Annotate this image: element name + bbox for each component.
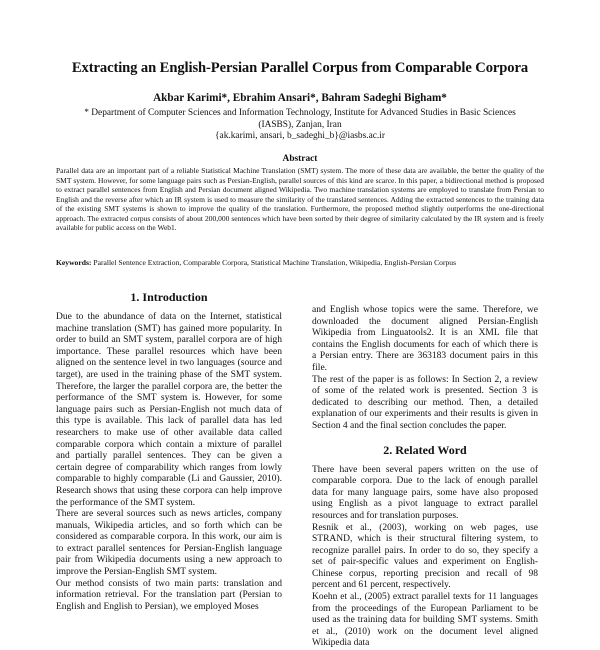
related-paragraph-2: Resnik et al., (2003), working on web pages, use STRAND, which is their structural filtering system, to recognize parallel pairs. In order to do so, they specify a set of pair-specific values and experiment on English-Chinese corpus, reporting precision and recall of 98 percent and 61 percent, respectively.	[312, 522, 538, 591]
left-column	[56, 290, 282, 613]
related-paragraph-3: Koehn et al., (2005) extract parallel texts for 11 languages from the proceedings of the European Parliament to be used as the training data for building SMT systems. Smith et al., (2010) work on the document level aligned Wikipedia data	[312, 592, 538, 649]
affiliation-line-2: (IASBS), Zanjan, Iran	[258, 119, 342, 130]
abstract-heading: Abstract	[282, 154, 318, 164]
section-heading-related-work: 2. Related Word	[383, 442, 467, 457]
affiliation	[60, 108, 540, 143]
keywords-label: Keywords:	[56, 258, 92, 267]
right-column	[312, 305, 538, 650]
paper-title: Extracting an English-Persian Parallel Corpus from Comparable Corpora	[71, 60, 529, 76]
intro-paragraph-2: There are several sources such as news articles, company manuals, Wikipedia articles, and so forth which can be considered as comparable corpora. In this work, our aim is to extract parallel sentences for Persian-English language pair from Wikipedia documents using a new approach to improve the Persian-English SMT system.	[56, 509, 282, 578]
author-list: Akbar Karimi*, Ebrahim Ansari*, Bahram Sadeghi Bigham*	[153, 92, 447, 104]
section-heading-introduction: 1. Introduction	[130, 290, 208, 304]
keywords-text: Parallel Sentence Extraction, Comparable Corpora, Statistical Machine Translation, Wikipedia, English-Persian Corpus	[93, 258, 457, 267]
intro-paragraph-3: Our method consists of two main parts: translation and information retrieval. For the translation part (Persian to English and English to Persian), we employed Moses	[56, 578, 282, 612]
section-gap	[312, 433, 538, 443]
related-paragraph-1: There have been several papers written on the use of comparable corpora. Due to the lack of enough parallel data for many language pairs, some have also proposed using English as a pivot language to extract parallel resources and for translation purposes.	[312, 464, 538, 521]
affiliation-line-1: * Department of Computer Sciences and Information Technology, Institute for Advanced Studies in Basic Sciences	[84, 108, 516, 118]
abstract-body: Parallel data are an important part of a reliable Statistical Machine Translation (SMT) system. The more of these data are available, the better the quality of the SMT system. However, for some language pairs such as Persian-English, parallel sources of this kind are scarce. In this paper, a bidirectional method is proposed to extract parallel sentences from English and Persian document aligned Wikipedia. Two machine translation systems are employed to translate from Persian to English and the reverse after which an IR system is used to measure the similarity of the translated sentences. Adding the extracted sentences to the training data of the existing SMT systems is shown to improve the quality of the translation. Furthermore, the proposed method slightly outperforms the one-directional approach. The extracted corpus consists of about 200,000 sentences which have been sorted by their degree of similarity calculated by the IR system and is freely available for public access on the Web1.	[56, 166, 544, 233]
intro-paragraph-1: Due to the abundance of data on the Internet, statistical machine translation (SMT) has gained more popularity. In order to build an SMT system, parallel corpora are of high importance. These parallel resources which have been aligned on the sentence level in two languages (source and target), are used in the training phase of the SMT system. Therefore, the larger the parallel corpora are, the better the performance of the SMT system is. However, for some language pairs such as Persian-English not much data of this type is available. This lack of parallel data has led researchers to make use of other available data called comparable corpora which contain a mixture of parallel and partially parallel sentences. They can be given a certain degree of comparability which ranges from lowly comparable to highly comparable (Li and Gaussier, 2010). Research shows that using these corpora can help improve the performance of the SMT system.	[56, 312, 282, 508]
intro-paragraph-4: and English whose topics were the same. Therefore, we downloaded the document aligned Persian-English Wikipedia from Linguatools2. It is an XML file that contains the English documents for each of which there is a Persian entry. There are 363183 document pairs in this file.	[312, 305, 538, 373]
intro-paragraph-5: The rest of the paper is as follows: In Section 2, a review of some of the related work is presented. Section 3 is dedicated to describing our method. Then, a detailed explanation of our experiments and their results is given in Section 4 and the final section concludes the paper.	[312, 374, 538, 431]
affiliation-email: {ak.karimi, ansari, b_sadeghi_b}@iasbs.ac.ir	[215, 131, 385, 142]
keywords	[56, 258, 544, 268]
